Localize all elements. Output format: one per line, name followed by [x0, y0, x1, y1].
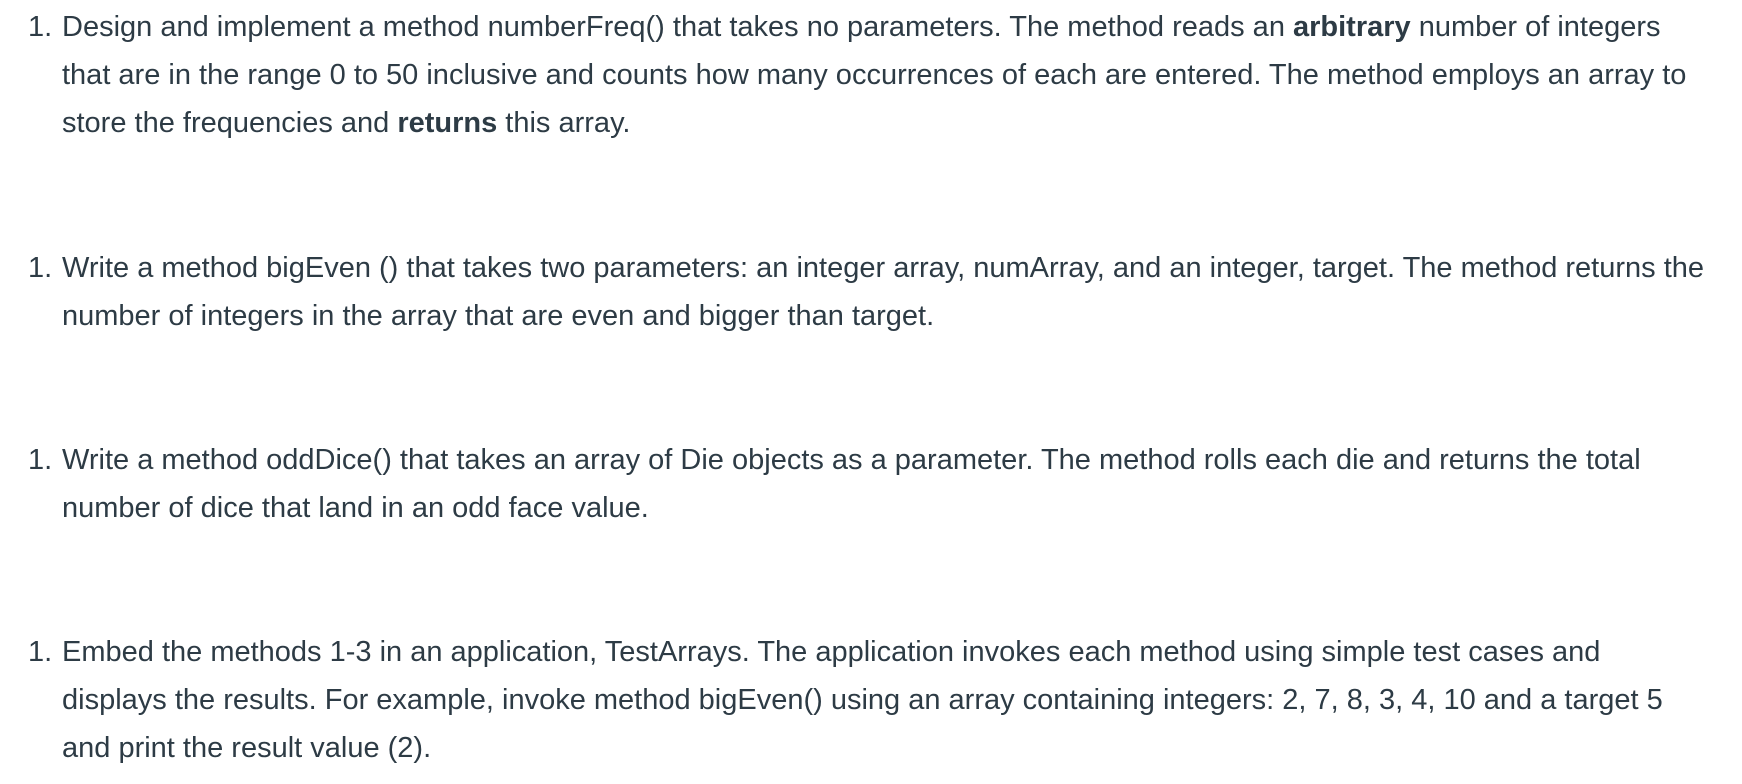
- list-item-odd-dice: [28, 436, 1712, 532]
- item-text-part: Design and implement a method numberFreq() that takes no parameters. The method reads an: [62, 11, 1293, 43]
- list-item-number: 1.: [28, 252, 53, 284]
- emphasis-arbitrary: arbitrary: [1293, 11, 1411, 43]
- item-text-part: number of integers that are in the range 0 to 50 inclusive and counts how many occurrences of each are entered. The method employs an array to store the frequencies and: [62, 11, 1687, 139]
- list-item-number: 1.: [28, 444, 53, 476]
- list-item-big-even: [28, 244, 1712, 340]
- item-text: Write a method oddDice() that takes an array of Die objects as a parameter. The method rolls each die and returns the total number of dice that land in an odd face value.: [62, 444, 1641, 524]
- emphasis-returns: returns: [397, 107, 498, 139]
- list-item-number-freq: [28, 3, 1712, 147]
- item-text: Write a method bigEven () that takes two parameters: an integer array, numArray, and an integer, target. The method returns the number of integers in the array that are even and bigger than target.: [62, 252, 1705, 332]
- item-text-part: this array.: [497, 107, 631, 139]
- item-text: Embed the methods 1-3 in an application, TestArrays. The application invokes each method using simple test cases and displays the results. For example, invoke method bigEven() using an array containing integers: 2, 7, 8, 3, 4, 10 and a target 5 and print the result value (2).: [62, 636, 1663, 764]
- list-item-test-arrays: [28, 628, 1712, 772]
- list-item-number: 1.: [28, 11, 53, 43]
- list-item-number: 1.: [28, 636, 53, 668]
